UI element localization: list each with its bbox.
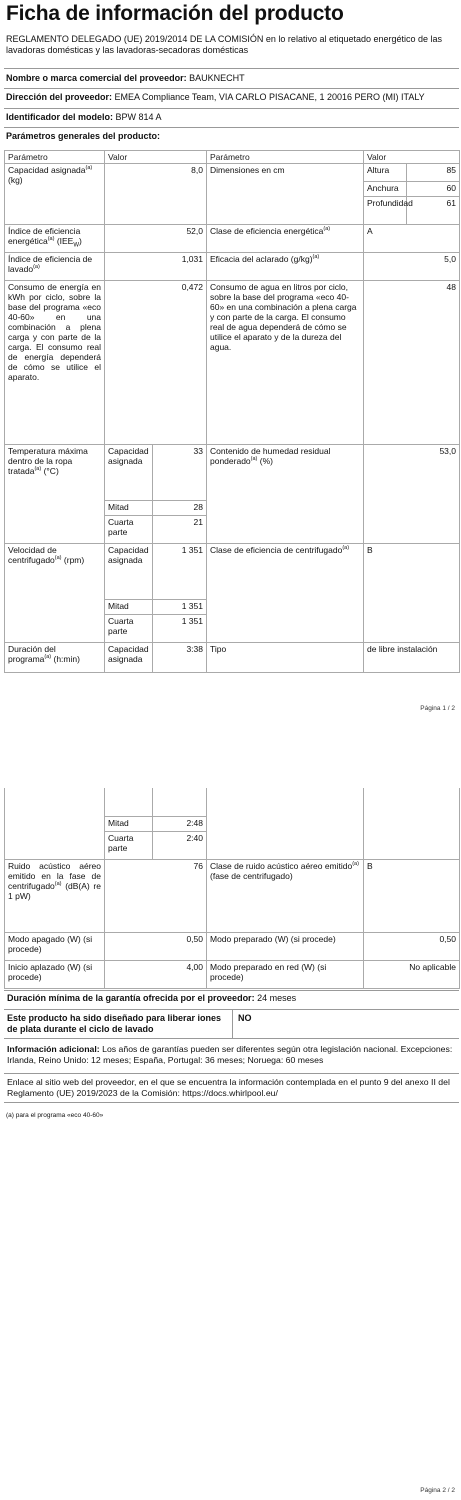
document-title: Ficha de información del producto <box>6 2 344 25</box>
wash-index-label-cell <box>5 253 105 281</box>
page-number-2: Página 2 / 2 <box>420 1487 455 1494</box>
header-value: Valor <box>105 151 207 164</box>
duration-full-continued <box>153 788 207 816</box>
duration-unit: (h:min) <box>53 654 80 664</box>
table-row <box>5 544 460 600</box>
capacity-label-cell <box>5 164 105 225</box>
model-value: BPW 814 A <box>115 112 162 122</box>
temperature-quarter-value: 21 <box>153 516 207 544</box>
footnote-marker: (a) <box>54 555 62 562</box>
load-full-label: Capacidad asignada <box>105 445 153 501</box>
silver-ions-label-cell <box>7 1013 229 1035</box>
footnote-marker: (a) <box>34 466 42 473</box>
moisture-unit: (%) <box>259 456 273 466</box>
spin-half-value: 1 351 <box>153 600 207 615</box>
footnote-marker: (a) <box>47 236 55 243</box>
silver-ions-value: NO <box>238 1013 252 1023</box>
moisture-label-cell <box>207 445 364 544</box>
spin-unit: (rpm) <box>63 555 85 565</box>
energy-class-label: Clase de eficiencia energética <box>210 226 324 236</box>
temperature-unit: (°C) <box>43 466 59 476</box>
footnote-marker: (a) <box>54 880 62 887</box>
warranty-row <box>4 990 459 1006</box>
footnote-marker: (a) <box>85 165 93 172</box>
eei-label-cell: Índice de eficiencia energética$^{(a)}$ $(IEE_W)$ <box>5 225 105 253</box>
type-label: Tipo <box>207 643 364 673</box>
energy-consumption-label: Consumo de energía en kWh por ciclo, sobre la base del programa «eco 40-60» en una combinación a plena carga y con parte de la carga. El consumo real de energía dependerá de cómo se utilice el aparato. <box>5 281 105 445</box>
footnote-marker: (a) <box>352 860 359 867</box>
network-standby-value: No aplicable <box>364 960 460 988</box>
silver-ions-row <box>4 1009 459 1039</box>
noise-class-unit: (fase de centrifugado) <box>210 870 293 881</box>
standby-label: Modo preparado (W) (si procede) <box>207 932 364 960</box>
table-row <box>5 164 460 182</box>
warranty-value: 24 meses <box>257 993 297 1003</box>
load-quarter-label: Cuarta parte <box>105 831 153 859</box>
table-row <box>5 643 460 673</box>
duration-half-value: 2:48 <box>153 816 207 831</box>
header-parameter-2: Parámetro <box>207 151 364 164</box>
type-value-continued <box>364 788 460 859</box>
parameters-table-page-2 <box>4 788 460 989</box>
supplier-label: Nombre o marca comercial del proveedor: <box>6 73 187 83</box>
spin-full-value: 1 351 <box>153 544 207 600</box>
supplier-link-row <box>4 1073 459 1103</box>
parameters-table-page-1 <box>4 150 460 673</box>
table-row <box>5 960 460 988</box>
additional-info-label: Información adicional: <box>7 1044 100 1054</box>
width-value: 60 <box>407 182 460 197</box>
capacity-value: 8,0 <box>105 164 207 225</box>
width-label: Anchura <box>364 182 407 197</box>
capacity-unit: (kg) <box>8 175 23 185</box>
eei-label: Índice de eficiencia energética <box>8 226 81 246</box>
energy-class-label-cell <box>207 225 364 253</box>
spin-class-label: Clase de eficiencia de centrifugado <box>210 545 343 555</box>
type-continued-cell <box>207 788 364 859</box>
footnote-marker: (a) <box>342 545 350 552</box>
duration-continued-cell <box>5 788 105 859</box>
noise-unit: (dB(A) re 1 pW) <box>8 880 101 901</box>
temperature-half-value: 28 <box>153 501 207 516</box>
table-row <box>5 445 460 501</box>
delay-start-label: Inicio aplazado (W) (si procede) <box>5 960 105 988</box>
type-value: de libre instalación <box>364 643 460 673</box>
footnote: (a) para el programa «eco 40-60» <box>6 1112 104 1119</box>
noise-value: 76 <box>105 859 207 932</box>
eei-value: 52,0 <box>105 225 207 253</box>
table-header-row <box>5 151 460 164</box>
dimensions-label: Dimensiones en cm <box>207 164 364 225</box>
moisture-value: 53,0 <box>364 445 460 544</box>
water-consumption-label: Consumo de agua en litros por ciclo, sobre la base del programa «eco 40-60» en una combinación a plena carga y con parte de la carga. El consumo real de agua dependerá de cómo se utilice el aparato y de la dureza del agua. <box>207 281 364 445</box>
temperature-label: Temperatura máxima dentro de la ropa tratada <box>8 446 88 476</box>
spin-class-label-cell <box>207 544 364 643</box>
temperature-full-value: 33 <box>153 445 207 501</box>
document-subtitle: REGLAMENTO DELEGADO (UE) 2019/2014 DE LA COMISIÓN en lo relativo al etiquetado energético de las lavadoras domésticas y las lavadoras-secadoras domésticas <box>6 34 443 55</box>
duration-label: Duración del programa <box>8 644 56 664</box>
silver-ions-value-cell <box>232 1010 257 1039</box>
general-heading-row <box>4 127 459 145</box>
supplier-link-text: Enlace al sitio web del proveedor, en el que se encuentra la información contemplada en el punto 9 del anexo II del Reglamento (UE) 2019/2023 de la Comisión: https://docs.whirlpool.eu/ <box>7 1077 450 1098</box>
page-1 <box>0 0 461 730</box>
table-row <box>5 281 460 445</box>
duration-full-value: 3:38 <box>153 643 207 673</box>
network-standby-label: Modo preparado en red (W) (si procede) <box>207 960 364 988</box>
depth-value: 61 <box>407 197 460 225</box>
height-label: Altura <box>364 164 407 182</box>
page-number-1: Página 1 / 2 <box>420 705 455 712</box>
supplier-row <box>4 68 459 88</box>
wash-index-value: 1,031 <box>105 253 207 281</box>
wash-index-label: Índice de eficiencia de lavado <box>8 254 93 274</box>
footnote-marker: (a) <box>33 264 40 271</box>
header-parameter: Parámetro <box>5 151 105 164</box>
table-row <box>5 859 460 932</box>
depth-label: Profundidad <box>364 197 407 225</box>
footnote-marker: (a) <box>312 254 320 261</box>
page-2 <box>0 730 461 1500</box>
model-row <box>4 108 459 126</box>
moisture-label: Contenido de humedad residual ponderado <box>210 446 331 466</box>
load-full-label: Capacidad asignada <box>105 544 153 600</box>
warranty-label: Duración mínima de la garantía ofrecida por el proveedor: <box>7 993 255 1003</box>
noise-class-label-cell <box>207 859 364 932</box>
address-label: Dirección del proveedor: <box>6 92 113 102</box>
additional-info-value: Los años de garantías pueden ser diferentes según otra legislación nacional. Excepciones: Irlanda, Reino Unido: 12 meses; España, Portugal: 36 meses; Noruega: 60 meses <box>7 1044 453 1065</box>
rinse-label-cell <box>207 253 364 281</box>
temperature-label-cell <box>5 445 105 544</box>
noise-label-cell <box>5 859 105 932</box>
capacity-label: Capacidad asignada <box>8 165 86 175</box>
duration-label-cell <box>5 643 105 673</box>
eei-subscript: W <box>73 242 80 249</box>
duration-quarter-value: 2:40 <box>153 831 207 859</box>
footnote-marker: (a) <box>323 226 331 233</box>
spin-label-cell <box>5 544 105 643</box>
load-half-label: Mitad <box>105 816 153 831</box>
noise-label: Ruido acústico aéreo emitido en la fase de centrifugado <box>8 860 101 891</box>
eei-unit: (IEE <box>56 236 74 246</box>
energy-class-value: A <box>364 225 460 253</box>
rinse-value: 5,0 <box>364 253 460 281</box>
table-row <box>5 788 460 816</box>
off-mode-value: 0,50 <box>105 932 207 960</box>
standby-value: 0,50 <box>364 932 460 960</box>
spin-quarter-value: 1 351 <box>153 615 207 643</box>
spin-class-value: B <box>364 544 460 643</box>
table-row <box>5 225 460 253</box>
energy-consumption-value: 0,472 <box>105 281 207 445</box>
water-consumption-value: 48 <box>364 281 460 445</box>
address-value: EMEA Compliance Team, VIA CARLO PISACANE, 1 20016 PERO (MI) ITALY <box>114 92 425 102</box>
load-half-label: Mitad <box>105 501 153 516</box>
load-half-label: Mitad <box>105 600 153 615</box>
noise-class-label: Clase de ruido acústico aéreo emitido <box>210 860 353 871</box>
silver-ions-label: Este producto ha sido diseñado para liberar iones de plata durante el ciclo de lavado <box>7 1013 222 1034</box>
model-label: Identificador del modelo: <box>6 112 114 122</box>
footnote-marker: (a) <box>44 654 52 661</box>
address-row <box>4 88 459 106</box>
header-value-2: Valor <box>364 151 460 164</box>
load-quarter-label: Cuarta parte <box>105 516 153 544</box>
height-value: 85 <box>407 164 460 182</box>
load-full-label: Capacidad asignada <box>105 643 153 673</box>
supplier-value: BAUKNECHT <box>189 73 245 83</box>
delay-start-value: 4,00 <box>105 960 207 988</box>
footnote-marker: (a) <box>250 456 258 463</box>
table-row <box>5 932 460 960</box>
table-row <box>5 253 460 281</box>
noise-class-value: B <box>364 859 460 932</box>
additional-info-row <box>4 1042 459 1068</box>
off-mode-label: Modo apagado (W) (si procede) <box>5 932 105 960</box>
general-heading: Parámetros generales del producto: <box>6 131 161 141</box>
load-full-continued <box>105 788 153 816</box>
spin-label: Velocidad de centrifugado <box>8 545 57 565</box>
load-quarter-label: Cuarta parte <box>105 615 153 643</box>
rinse-label: Eficacia del aclarado (g/kg) <box>210 254 313 264</box>
